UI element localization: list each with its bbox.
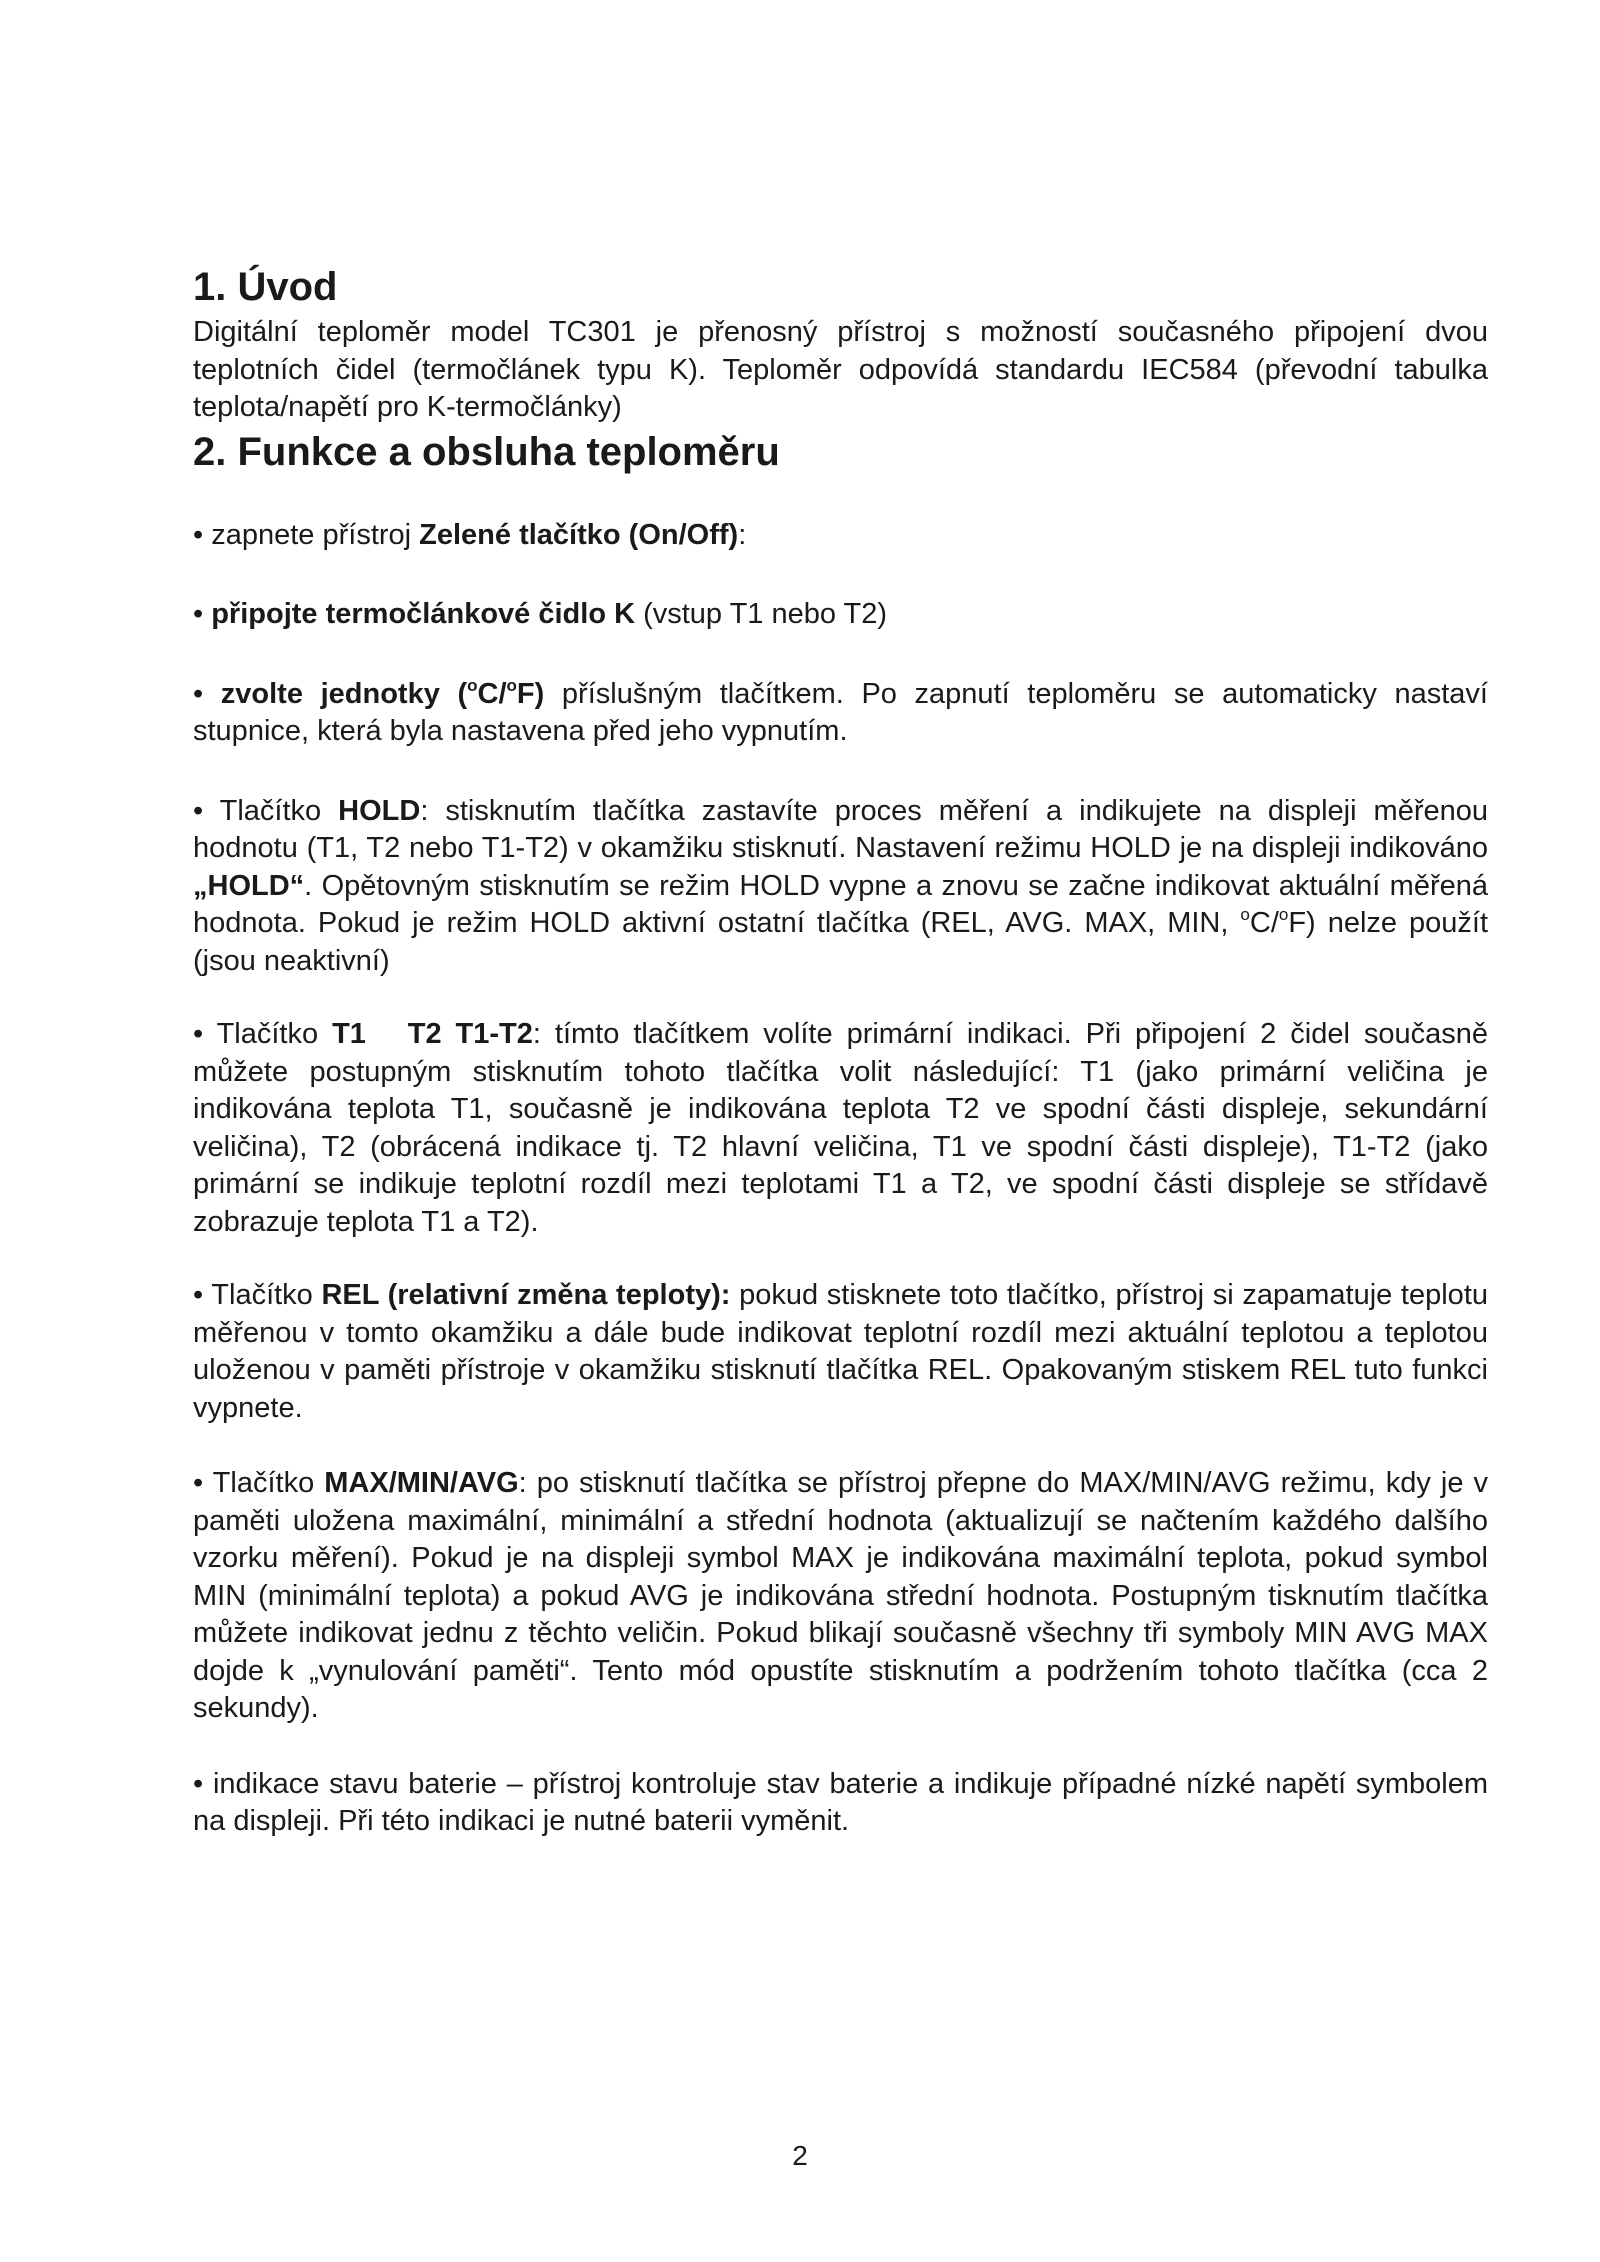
- bullet-power: [193, 517, 1488, 555]
- bullet-marker: •: [193, 1018, 204, 1050]
- bullet-marker: •: [193, 794, 204, 827]
- bullet-bold-text: zvolte jednotky (: [203, 677, 468, 710]
- bullet-bold-text: HOLD: [338, 794, 421, 827]
- bullet-sensor: [193, 596, 1488, 634]
- bullet-marker: •: [193, 1467, 204, 1499]
- bullet-max-min-avg: [193, 1465, 1488, 1728]
- bullet-bold-text: REL (relativní změna teploty):: [321, 1279, 731, 1311]
- page-number: 2: [792, 2140, 808, 2171]
- bullet-bold-text: připojte termočlánkové čidlo K: [203, 598, 636, 630]
- bullet-text: Tlačítko: [203, 794, 339, 827]
- bullet-t1-t2: [193, 1016, 1488, 1241]
- bullet-text: (vstup T1 nebo T2): [635, 598, 888, 630]
- bullet-hold: [193, 793, 1488, 981]
- bullet-marker: •: [193, 598, 204, 630]
- document-page: [193, 262, 1488, 1841]
- bullet-bold-text: C/: [477, 677, 507, 710]
- degree-superscript: o: [467, 675, 478, 695]
- bullet-text: :: [738, 518, 747, 551]
- bullet-text: zapnete přístroj: [203, 518, 420, 551]
- bullet-text: Tlačítko: [203, 1279, 322, 1311]
- section-heading-functions: 2. Funkce a obsluha teploměru: [193, 429, 780, 474]
- bullet-battery: [193, 1766, 1488, 1841]
- bullet-units: [193, 676, 1488, 751]
- degree-superscript: o: [506, 675, 517, 695]
- bullet-marker: •: [193, 518, 204, 551]
- bullet-bold-text: Zelené tlačítko (On/Off): [419, 518, 739, 551]
- bullet-rel: [193, 1277, 1488, 1427]
- bullet-text: pokud stisknete toto tlačítko, přístroj si zapamatuje teplotu měřenou v tomto okamžiku a dále bude indikovat teplotní rozdíl mezi aktuální teplotou a teplotou uloženou v paměti přístroje v okamžiku stisknutí tlačítka REL. Opakovaným stiskem REL tuto funkci vypnete.: [193, 1279, 1488, 1424]
- bullet-bold-text: F): [516, 677, 545, 710]
- bullet-text: indikace stavu baterie – přístroj kontroluje stav baterie a indikuje případné nízké napětí symbolem na displeji. Při této indikaci je nutné baterii vyměnit.: [193, 1767, 1488, 1837]
- bullet-text: příslušným tlačítkem. Po zapnutí teploměru se automaticky nastaví stupnice, která byla nastavena před jeho vypnutím.: [193, 677, 1488, 747]
- bullet-text: Tlačítko: [203, 1467, 325, 1499]
- degree-superscript: o: [1240, 905, 1250, 924]
- bullet-marker: •: [193, 677, 204, 710]
- bullet-bold-text: MAX/MIN/AVG: [324, 1467, 519, 1499]
- degree-superscript: o: [1278, 905, 1289, 924]
- bullet-text: : stisknutím tlačítka zastavíte proces měření a indikujete na displeji měřenou hodnotu (T1, T2 nebo T1-T2) v okamžiku stisknutí. Nastavení režimu HOLD je na displeji indikováno: [193, 794, 1488, 864]
- bullet-text: F) nelze použít (jsou neaktivní): [193, 907, 1488, 977]
- bullet-text: : po stisknutí tlačítka se přístroj přepne do MAX/MIN/AVG režimu, kdy je v paměti uložena maximální, minimální a střední hodnota (aktualizují se načtením každého dalšího vzorku měření). Pokud je na displeji symbol MAX je indikována maximální teplota, pokud symbol MIN (minimální teplota) a pokud AVG je indikována střední hodnota. Postupným tisknutím tlačítka můžete indikovat jednu z těchto veličin. Pokud blikají současně všechny tři symboly MIN AVG MAX dojde k „vynulování paměti“. Tento mód opustíte stisknutím a podržením tohoto tlačítka (cca 2 sekundy).: [193, 1467, 1488, 1724]
- bullet-marker: •: [193, 1767, 204, 1800]
- bullet-text: : tímto tlačítkem volíte primární indikaci. Při připojení 2 čidel současně můžete postupným stisknutím tohoto tlačítka volit následující: T1 (jako primární veličina je indikována teplota T1, současně je indikována teplota T2 ve spodní části displeje, sekundární veličina), T2 (obrácená indikace tj. T2 hlavní veličina, T1 ve spodní části displeje), T1-T2 (jako primární se indikuje teplotní rozdíl mezi teplotami T1 a T2, ve spodní části displeje se střídavě zobrazuje teplota T1 a T2).: [193, 1018, 1488, 1238]
- bullet-text: . Opětovným stisknutím se režim HOLD vypne a znovu se začne indikovat aktuální měřená hodnota. Pokud je režim HOLD aktivní ostatní tlačítka (REL, AVG. MAX, MIN,: [193, 869, 1488, 939]
- bullet-bold-text: „HOLD“: [193, 869, 305, 902]
- bullet-marker: •: [193, 1279, 204, 1311]
- bullet-text: Tlačítko: [203, 1018, 333, 1050]
- bullet-bold-text: T1 T2 T1-T2: [332, 1018, 533, 1050]
- intro-paragraph: Digitální teploměr model TC301 je přenosný přístroj s možností současného připojení dvou teplotních čidel (termočlánek typu K). Teploměr odpovídá standardu IEC584 (převodní tabulka teplota/napětí pro K-termočlánky): [193, 316, 1488, 423]
- bullet-text: C/: [1249, 907, 1279, 939]
- section-heading-intro: 1. Úvod: [193, 265, 338, 309]
